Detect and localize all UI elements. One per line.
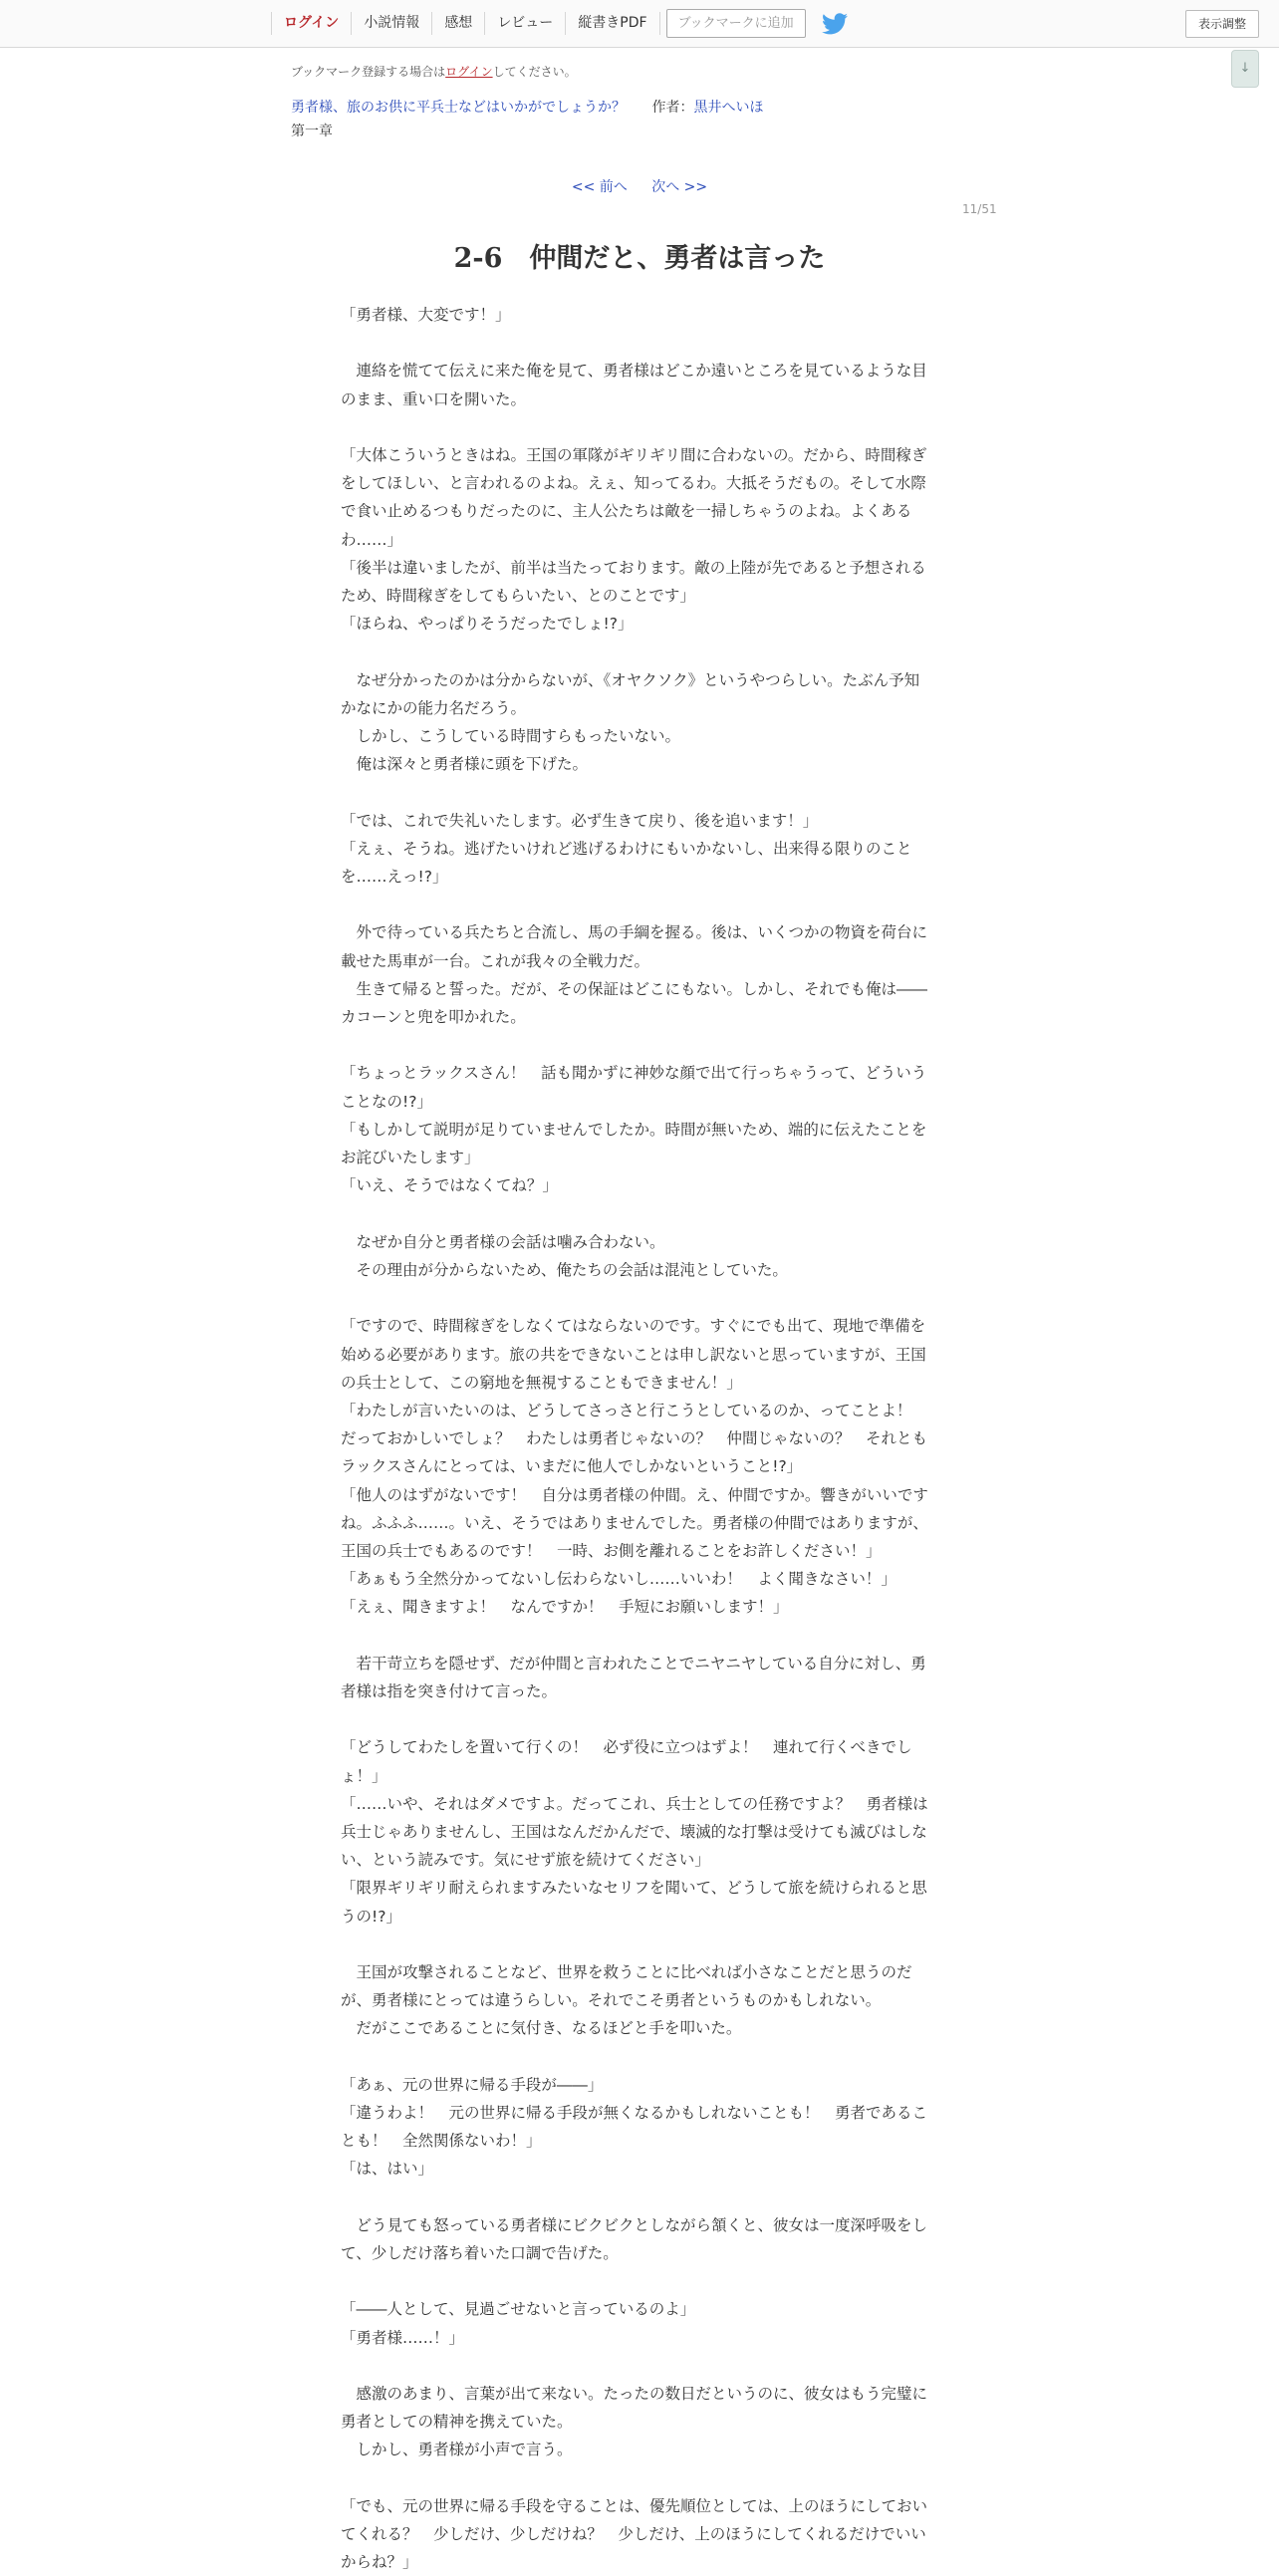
novel-paragraph: 「あぁ、元の世界に帰る手段が――」 bbox=[341, 2075, 604, 2094]
nav-novel-info-link[interactable]: 小説情報 bbox=[351, 12, 431, 35]
novel-paragraph: 王国が攻撃されることなど、世界を救うことに比べれば小さなことだと思うのだが、勇者様にとっては違うらしい。それでこそ勇者というものかもしれない。 bbox=[341, 1962, 912, 2010]
blank-line bbox=[341, 1705, 934, 1733]
novel-paragraph: 若干苛立ちを隠せず、だが仲間と言われたことでニヤニヤしている自分に対し、勇者様は指を突き付けて言った。 bbox=[341, 1654, 926, 1700]
novel-paragraph: 「限界ギリギリ耐えられますみたいなセリフを聞いて、どうして旅を続けられると思うの!?」 bbox=[341, 1879, 927, 1926]
novel-paragraph: 「いえ、そうではなくてね？」 bbox=[341, 1176, 558, 1195]
novel-paragraph: 「……いや、それはダメですよ。だってこれ、兵士としての任務ですよ？ 勇者様は兵士じゃありませんし、王国はなんだかんだで、壊滅的な打撃は受けても滅びはしない、という読みです。気にせず旅を続けてください」 bbox=[341, 1794, 928, 1870]
episode-title: 2-6 仲間だと、勇者は言った bbox=[453, 243, 826, 274]
novel-paragraph: 「は、はい」 bbox=[341, 2160, 434, 2179]
notice-login-link[interactable]: ログイン bbox=[445, 65, 493, 79]
series-title-link[interactable]: 勇者様、旅のお供に平兵士などはいかがでしょうか？ bbox=[291, 100, 626, 116]
blank-line bbox=[341, 2043, 934, 2071]
novel-paragraph: 「では、これで失礼いたします。必ず生きて戻り、後を追います！」 bbox=[341, 811, 819, 830]
series-info bbox=[291, 97, 763, 117]
blank-line bbox=[341, 1200, 934, 1228]
blank-line bbox=[341, 1622, 934, 1650]
twitter-bird-icon[interactable] bbox=[822, 13, 848, 35]
pager bbox=[0, 176, 1279, 196]
novel-body bbox=[341, 301, 934, 2576]
novel-paragraph: 「大体こういうときはね。王国の軍隊がギリギリ間に合わないの。だから、時間稼ぎをしてほしい、と言われるのよね。えぇ、知ってるわ。大抵そうだもの。そして水際で食い止めるつもりだったのに、主人公たちは敵を一掃しちゃうのよね。よくあるわ……」 bbox=[341, 446, 927, 549]
blank-line bbox=[341, 329, 934, 357]
page-count: 11/51 bbox=[962, 202, 997, 216]
author-link[interactable]: 黒井へいほ bbox=[693, 100, 764, 116]
novel-paragraph: 「もしかして説明が足りていませんでしたか。時間が無いため、端的に伝えたことをお詫びいたします」 bbox=[341, 1120, 927, 1167]
top-nav-bar bbox=[0, 0, 1279, 48]
top-nav-items bbox=[271, 0, 848, 47]
novel-paragraph: 「あぁもう全然分かってないし伝わらないし……いいわ！ よく聞きなさい！」 bbox=[341, 1570, 896, 1589]
novel-paragraph: 「――人として、見過ごせないと言っているのよ」 bbox=[341, 2300, 696, 2319]
novel-paragraph: 「ですので、時間稼ぎをしなくてはならないのです。すぐにでも出て、現地で準備を始める必要があります。旅の共をできないことは申し訳ないと思っていますが、王国の兵士として、この窮地を無視することもできません！」 bbox=[341, 1317, 926, 1392]
blank-line bbox=[341, 1284, 934, 1312]
novel-paragraph: その理由が分からないため、俺たちの会話は混沌としていた。 bbox=[341, 1260, 788, 1279]
novel-paragraph: 「わたしが言いたいのは、どうしてさっさと行こうとしているのか、ってことよ！ だっておかしいでしょ？ わたしは勇者じゃないの？ 仲間じゃないの？ それともラックスさんにとっては、いまだに他人でしかないということ!?」 bbox=[341, 1401, 928, 1476]
novel-paragraph: 「どうしてわたしを置いて行くの！ 必ず役に立つはずよ！ 連れて行くべきでしょ！」 bbox=[341, 1738, 912, 1785]
novel-paragraph: 生きて帰ると誓った。だが、その保証はどこにもない。しかし、それでも俺は――カコーンと兜を叩かれた。 bbox=[341, 979, 928, 1027]
novel-paragraph: 「でも、元の世界に帰る手段を守ることは、優先順位としては、上のほうにしておいてくれる？ 少しだけ、少しだけね？ 少しだけ、上のほうにしてくれるだけでいいからね？」 bbox=[341, 2496, 928, 2572]
novel-paragraph: 連絡を慌てて伝えに来た俺を見て、勇者様はどこか遠いところを見ているような目のまま、重い口を開いた。 bbox=[341, 362, 927, 408]
chapter-title: 第一章 bbox=[291, 124, 333, 139]
nav-review-link[interactable]: レビュー bbox=[484, 12, 565, 35]
next-page-link[interactable]: 次へ >> bbox=[651, 179, 708, 195]
blank-line bbox=[341, 2352, 934, 2380]
novel-paragraph: 「えぇ、聞きますよ！ なんですか！ 手短にお願いします！」 bbox=[341, 1598, 789, 1617]
novel-paragraph: 「勇者様、大変です！」 bbox=[341, 306, 511, 324]
novel-paragraph: 感激のあまり、言葉が出て来ない。たったの数日だというのに、彼女はもう完璧に勇者としての精神を携えていた。 bbox=[341, 2385, 928, 2432]
blank-line bbox=[341, 638, 934, 665]
notice-text-after: してください。 bbox=[492, 65, 577, 79]
author-label: 作者： bbox=[651, 100, 694, 116]
novel-paragraph: 「ちょっとラックスさん！ 話も聞かずに神妙な顔で出て行っちゃうって、どういうことなの!?」 bbox=[341, 1064, 927, 1111]
prev-page-link[interactable]: << 前へ bbox=[571, 179, 628, 195]
blank-line bbox=[341, 891, 934, 918]
novel-paragraph: 「違うわよ！ 元の世界に帰る手段が無くなるかもしれないことも！ 勇者であることも！ 全然関係ないわ！」 bbox=[341, 2104, 928, 2151]
novel-paragraph: しかし、勇者様が小声で言う。 bbox=[341, 2441, 573, 2459]
blank-line bbox=[341, 1931, 934, 1958]
nav-impressions-link[interactable]: 感想 bbox=[431, 12, 484, 35]
novel-paragraph: どう見ても怒っている勇者様にビクビクとしながら頷くと、彼女は一度深呼吸をして、少しだけ落ち着いた口調で告げた。 bbox=[341, 2215, 928, 2263]
novel-paragraph: 「他人のはずがないです！ 自分は勇者様の仲間。え、仲間ですか。響きがいいですね。ふふふ……。いえ、そうではありませんでした。勇者様の仲間ではありますが、王国の兵士でもあるのです！ 一時、お側を離れることをお許しください！」 bbox=[341, 1485, 928, 1560]
novel-paragraph: 俺は深々と勇者様に頭を下げた。 bbox=[341, 755, 589, 774]
blank-line bbox=[341, 2184, 934, 2211]
novel-paragraph: だがここであることに気付き、なるほどと手を叩いた。 bbox=[341, 2019, 742, 2038]
nav-login-link[interactable]: ログイン bbox=[271, 12, 351, 35]
bookmark-login-notice bbox=[291, 63, 577, 80]
novel-paragraph: しかし、こうしている時間すらもったいない。 bbox=[341, 727, 681, 746]
blank-line bbox=[341, 1031, 934, 1059]
blank-line bbox=[341, 413, 934, 441]
novel-paragraph: 「えぇ、そうね。逃げたいけれど逃げるわけにもいかないし、出来得る限りのことを……えっ!?」 bbox=[341, 839, 912, 887]
blank-line bbox=[341, 2464, 934, 2492]
novel-paragraph: 「ほらね、やっぱりそうだったでしょ!?」 bbox=[341, 615, 634, 634]
novel-paragraph: 「後半は違いましたが、前半は当たっております。敵の上陸が先であると予想されるため、時間稼ぎをしてもらいたい、とのことです」 bbox=[341, 558, 926, 606]
novel-paragraph: 「勇者様……！」 bbox=[341, 2328, 465, 2347]
notice-text-before: ブックマーク登録する場合は bbox=[291, 65, 446, 79]
novel-paragraph: なぜか自分と勇者様の会話は噛み合わない。 bbox=[341, 1232, 665, 1251]
blank-line bbox=[341, 2267, 934, 2295]
nav-vertical-pdf-link[interactable]: 縦書きPDF bbox=[565, 12, 659, 35]
blank-line bbox=[341, 778, 934, 806]
novel-paragraph: なぜ分かったのかは分からないが、《オヤクソク》というやつらしい。たぶん予知かなにかの能力名だろう。 bbox=[341, 670, 920, 717]
add-bookmark-button[interactable]: ブックマークに追加 bbox=[666, 9, 806, 38]
novel-paragraph: 外で待っている兵たちと合流し、馬の手綱を握る。後は、いくつかの物資を荷台に載せた馬車が一台。これが我々の全戦力だ。 bbox=[341, 923, 928, 970]
display-settings-button[interactable]: 表示調整 bbox=[1185, 10, 1259, 38]
scroll-down-tab[interactable]: ↓ bbox=[1231, 50, 1259, 88]
